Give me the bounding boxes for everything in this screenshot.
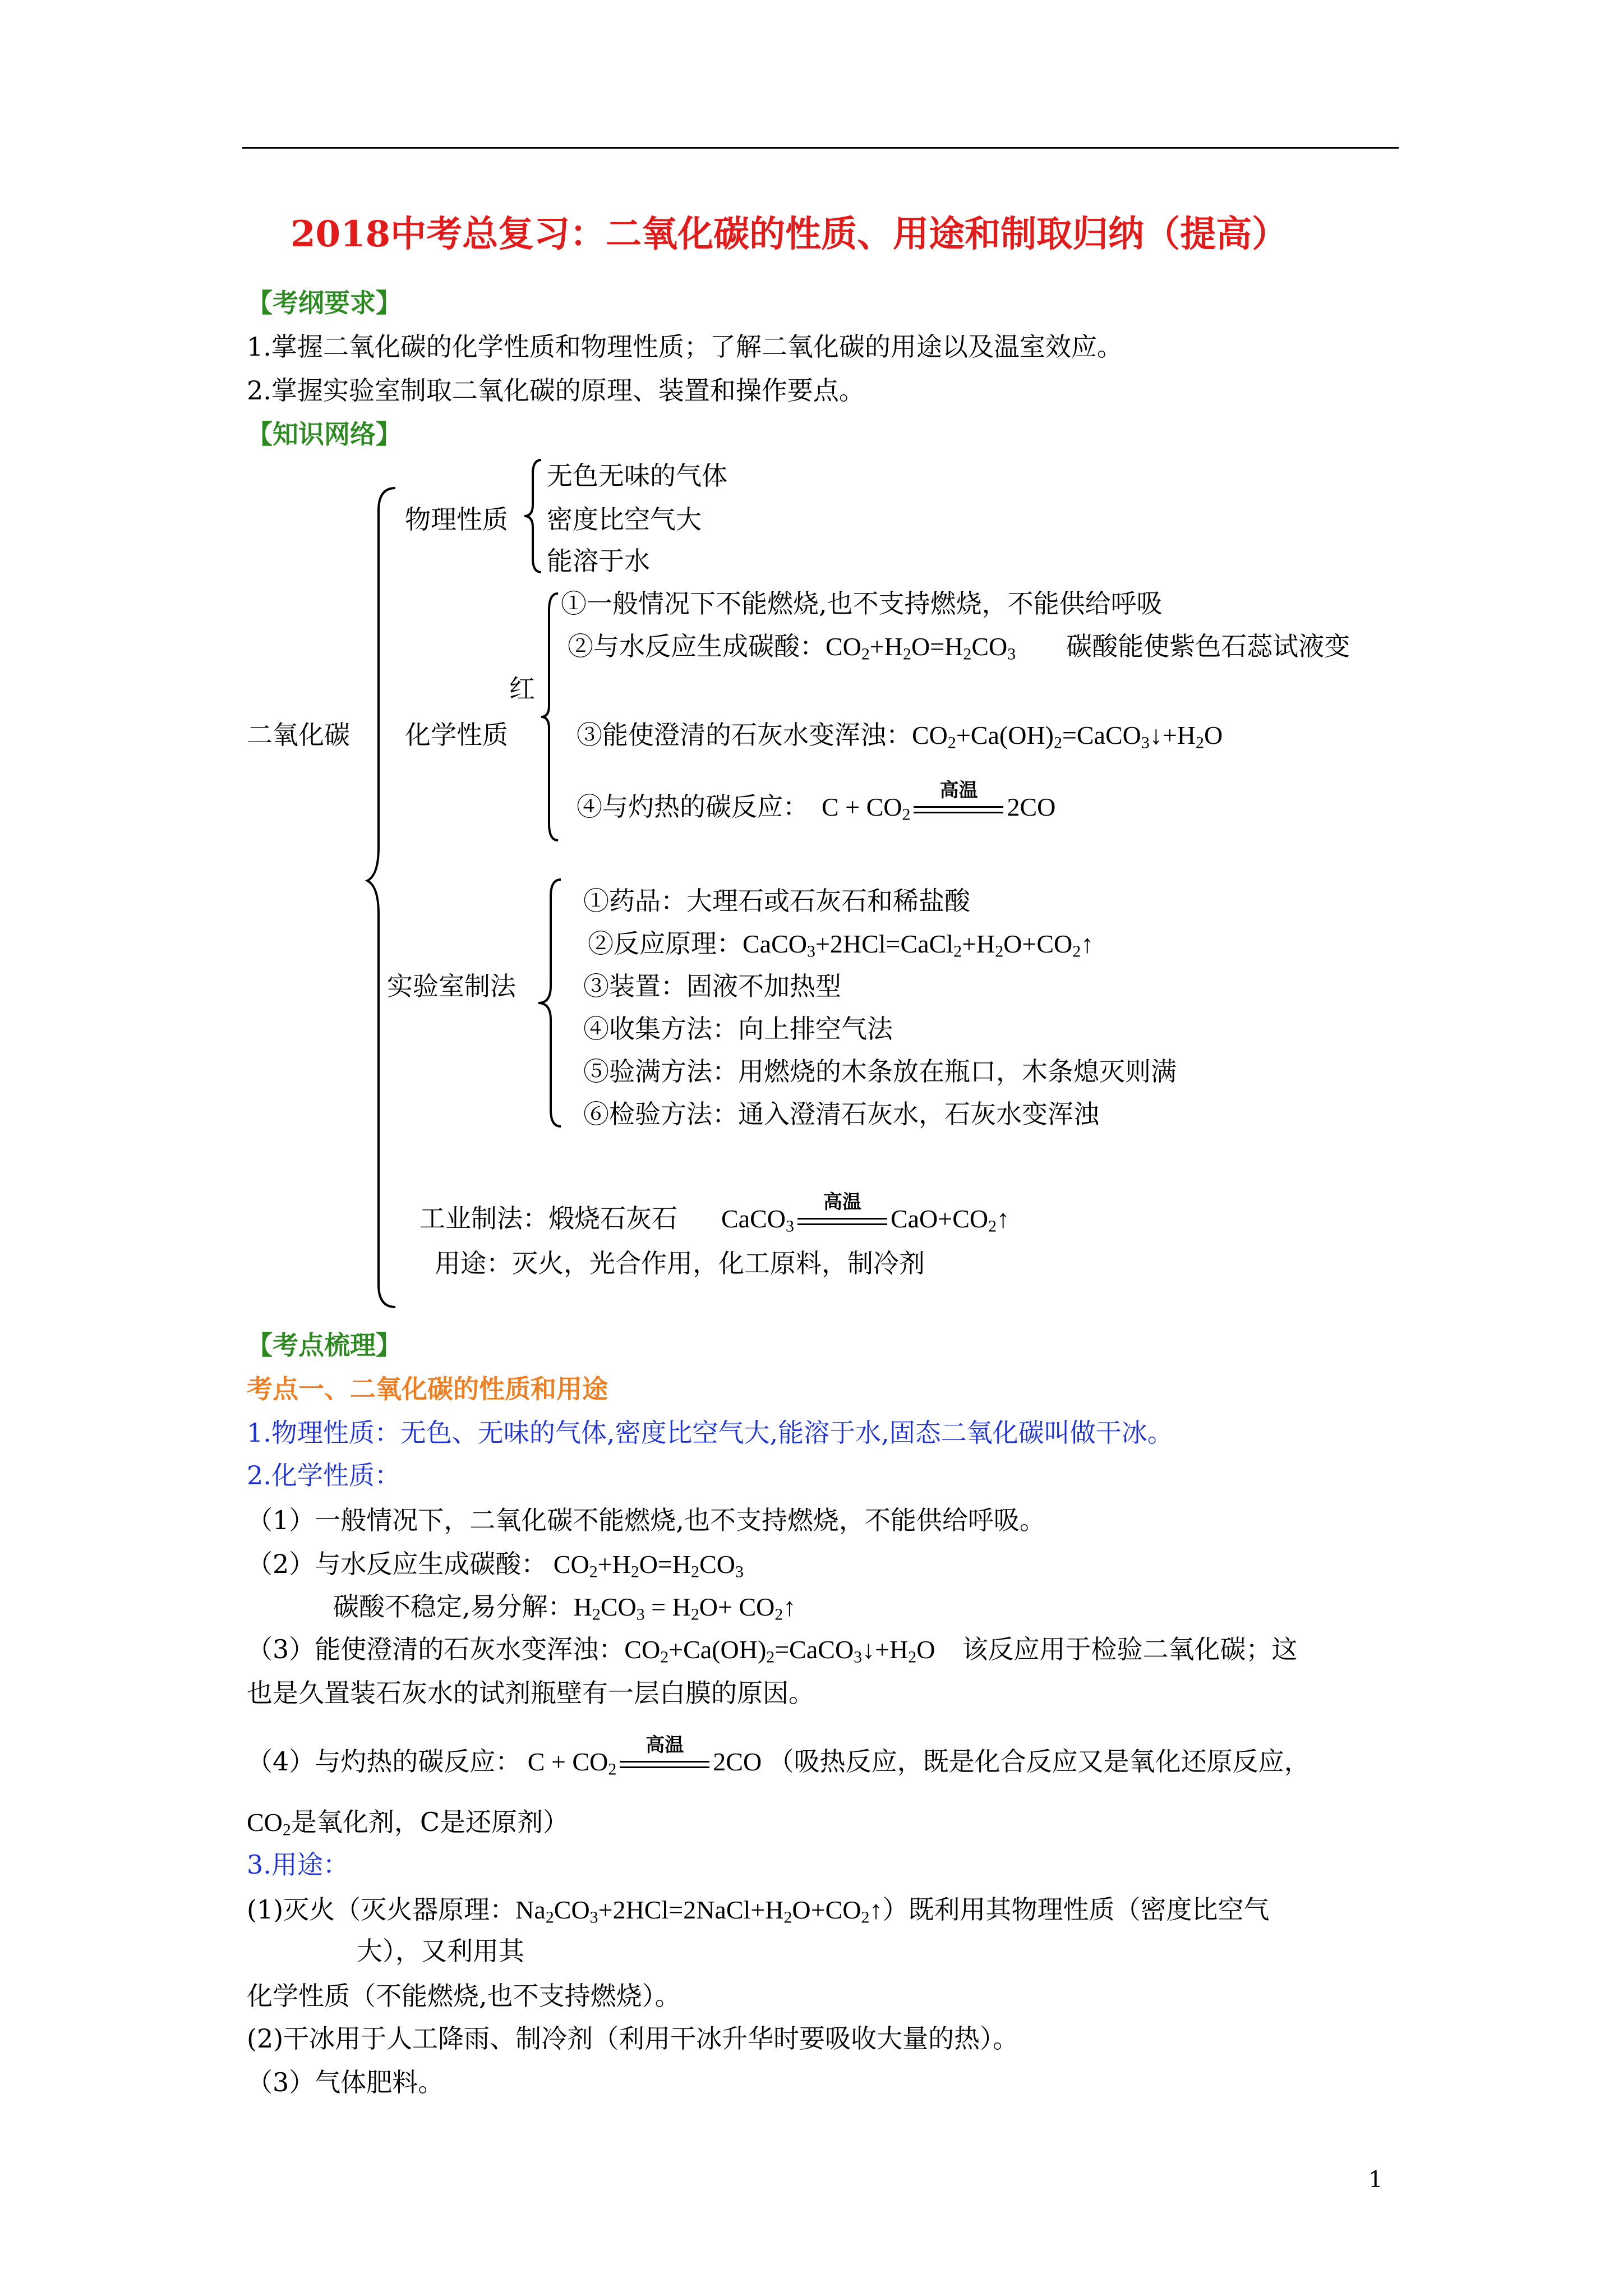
chemical-brace bbox=[541, 593, 564, 840]
chem-item-2: ②与水反应生成碳酸：$CO_2+H_2O=H_2CO_3$ 碳酸能使紫色石蕊试液变 bbox=[568, 631, 1350, 664]
chem-item-3: ③能使澄清的石灰水变浑浊：$CO_2+Ca(OH)_2=CaCO_3↓+H_2O$ bbox=[577, 720, 1223, 752]
page-number: 1 bbox=[1368, 2167, 1383, 2193]
point-c2: （2）与水反应生成碳酸： $CO_2+H_2O=H_2CO_3$ bbox=[247, 1549, 744, 1581]
lab-item-1: ①药品：大理石或石灰石和稀盐酸 bbox=[583, 886, 970, 916]
network-root: 二氧化碳 bbox=[247, 720, 350, 750]
physical-item-2: 密度比空气大 bbox=[547, 504, 702, 535]
physical-item-3: 能溶于水 bbox=[547, 546, 650, 576]
point-u2: (2)干冰用于人工降雨、制冷剂（利用干冰升华时要吸收大量的热）。 bbox=[247, 2023, 1019, 2054]
chem-item-1: ①一般情况下不能燃烧,也不支持燃烧，不能供给呼吸 bbox=[561, 588, 1163, 619]
physical-label: 物理性质 bbox=[405, 504, 508, 535]
point-c4: （4）与灼热的碳反应： $C + CO_2$ 高温 2CO （吸热反应，既是化合反应又是氧化还原反应， bbox=[247, 1734, 1310, 1779]
lab-item-3: ③装置：固液不加热型 bbox=[583, 971, 841, 1001]
chem-item-4: ④与灼热的碳反应： $C + CO_2$ 高温 2CO bbox=[577, 779, 1056, 824]
syllabus-item-1: 1.掌握二氧化碳的化学性质和物理性质；了解二氧化碳的用途以及温室效应。 bbox=[247, 332, 1123, 362]
point-u1-cont2: 化学性质（不能燃烧,也不支持燃烧）。 bbox=[247, 1981, 681, 2011]
point-c3: （3）能使澄清的石灰水变浑浊：$CO_2+Ca(OH)_2=CaCO_3↓+H_2O$ 该反应用于检验二氧化碳；这 bbox=[247, 1634, 1298, 1667]
point-u1: (1)灭火（灭火器原理：$Na_2CO_3+2HCl=2NaCl+H_2O+CO_2↑$）既利用其物理性质（密度比空气 bbox=[247, 1894, 1270, 1927]
point-chemical-head: 2.化学性质： bbox=[247, 1460, 400, 1490]
chemical-label: 化学性质 bbox=[405, 720, 508, 750]
lab-item-6: ⑥检验方法：通入澄清石灰水，石灰水变浑浊 bbox=[583, 1099, 1099, 1129]
section-points: 【考点梳理】 bbox=[247, 1330, 402, 1360]
point-u1-cont: 大），又利用其 bbox=[357, 1936, 524, 1966]
network-uses: 用途：灭火，光合作用，化工原料，制冷剂 bbox=[435, 1248, 925, 1278]
point-uses-head: 3.用途： bbox=[247, 1849, 349, 1880]
chem-item-2-wrap: 红 bbox=[509, 674, 535, 704]
point-c3-cont: 也是久置装石灰水的试剂瓶壁有一层白膜的原因。 bbox=[247, 1678, 814, 1708]
physical-item-1: 无色无味的气体 bbox=[547, 461, 727, 491]
point-c4-cont: $CO_2$是氧化剂，C是还原剂） bbox=[247, 1807, 569, 1839]
high-temp-condition: 高温 bbox=[914, 795, 1003, 823]
lab-item-5: ⑤验满方法：用燃烧的木条放在瓶口，木条熄灭则满 bbox=[583, 1056, 1177, 1087]
section-syllabus: 【考纲要求】 bbox=[247, 288, 402, 318]
page-title: 2018中考总复习：二氧化碳的性质、用途和制取归纳（提高） bbox=[291, 213, 1288, 255]
lab-label: 实验室制法 bbox=[387, 971, 516, 1001]
lab-brace bbox=[538, 880, 566, 1126]
lab-item-2: ②反应原理：$CaCO_3+2HCl=CaCl_2+H_2O+CO_2↑$ bbox=[588, 928, 1094, 961]
lab-item-4: ④收集方法：向上排空气法 bbox=[583, 1014, 893, 1044]
syllabus-item-2: 2.掌握实验室制取二氧化碳的原理、装置和操作要点。 bbox=[247, 375, 865, 406]
industrial-method: 工业制法：煅烧石灰石 CaCO$_3$ 高温 $CaO+CO_2↑$ bbox=[419, 1191, 1010, 1236]
point-one-heading: 考点一、二氧化碳的性质和用途 bbox=[247, 1374, 608, 1404]
root-brace bbox=[367, 488, 401, 1307]
physical-brace bbox=[524, 460, 547, 572]
point-c2-unstable: 碳酸不稳定,易分解：$H_2CO_3 = H_2O+$ $CO_2↑$ bbox=[333, 1591, 796, 1624]
point-u3: （3）气体肥料。 bbox=[247, 2067, 444, 2097]
section-network: 【知识网络】 bbox=[247, 419, 402, 449]
high-temp-condition: 高温 bbox=[797, 1207, 887, 1235]
point-c1: （1）一般情况下，二氧化碳不能燃烧,也不支持燃烧，不能供给呼吸。 bbox=[247, 1505, 1045, 1535]
header-rule bbox=[242, 147, 1399, 149]
high-temp-condition: 高温 bbox=[620, 1750, 709, 1778]
point-physical: 1.物理性质：无色、无味的气体,密度比空气大,能溶于水,固态二氧化碳叫做干冰。 bbox=[247, 1418, 1173, 1448]
